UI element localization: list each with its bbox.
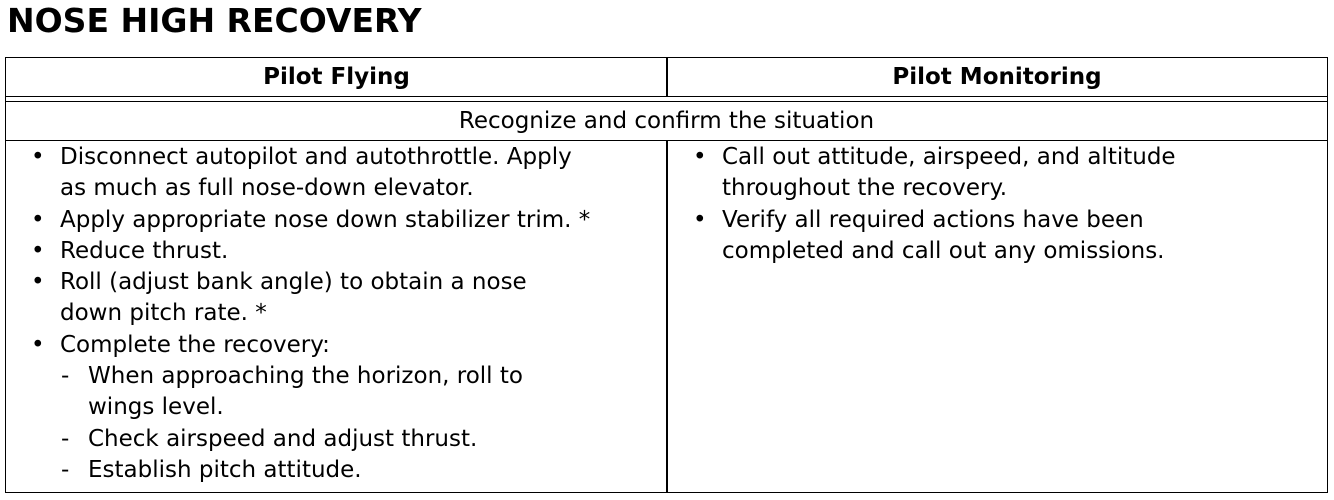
list-item: [6, 267, 666, 330]
list-item-line: Apply appropriate nose down stabilizer trim. *: [60, 206, 591, 233]
list-item: [668, 142, 1326, 205]
sub-list-item-line: Check airspeed and adjust thrust.: [88, 425, 478, 452]
sub-list-item-line: wings level.: [88, 394, 224, 421]
list-item-line: completed and call out any omissions.: [722, 237, 1165, 264]
bullet-icon: •: [31, 144, 45, 170]
bullet-icon: •: [693, 206, 707, 233]
list-item-line: Call out attitude, airspeed, and altitude: [722, 144, 1176, 170]
list-item-line: Complete the recovery:: [60, 331, 330, 358]
bullet-icon: •: [693, 144, 707, 170]
list-item-line: Reduce thrust.: [60, 237, 229, 264]
sub-list-item: [6, 361, 666, 424]
pilot-flying-list: [6, 142, 666, 361]
list-item-line: Roll (adjust bank angle) to obtain a nose: [60, 269, 527, 296]
list-item: [6, 236, 666, 267]
recovery-sub-list: [6, 361, 666, 486]
dash-icon: -: [61, 425, 70, 452]
list-item-line: Disconnect autopilot and autothrottle. Apply: [60, 144, 572, 170]
list-item: [6, 205, 666, 236]
page-title: NOSE HIGH RECOVERY: [7, 1, 422, 40]
procedure-table: [5, 57, 1328, 493]
bullet-icon: •: [31, 237, 45, 264]
header-pilot-monitoring: Pilot Monitoring: [892, 64, 1102, 90]
header-column-divider: [666, 58, 668, 96]
pilot-flying-cell: [6, 142, 666, 486]
pilot-monitoring-cell: [668, 142, 1326, 267]
sub-list-item: [6, 455, 666, 486]
list-item-line: as much as full nose-down elevator.: [60, 175, 474, 202]
list-item-line: down pitch rate. *: [60, 300, 267, 327]
dash-icon: -: [61, 363, 70, 390]
list-item-line: throughout the recovery.: [722, 175, 1008, 202]
sub-list-item: [6, 424, 666, 455]
bullet-icon: •: [31, 331, 45, 358]
list-item: [668, 205, 1326, 268]
header-pilot-flying: Pilot Flying: [263, 64, 410, 90]
situation-row: Recognize and confirm the situation: [6, 102, 1327, 141]
sub-list-item-line: Establish pitch attitude.: [88, 456, 362, 483]
sub-list-item-line: When approaching the horizon, roll to: [88, 363, 523, 390]
list-item: [6, 142, 666, 205]
pilot-monitoring-list: [668, 142, 1326, 267]
list-item-line: Verify all required actions have been: [722, 206, 1144, 233]
list-item: [6, 330, 666, 361]
bullet-icon: •: [31, 269, 45, 296]
dash-icon: -: [61, 456, 70, 483]
bullet-icon: •: [31, 206, 45, 233]
